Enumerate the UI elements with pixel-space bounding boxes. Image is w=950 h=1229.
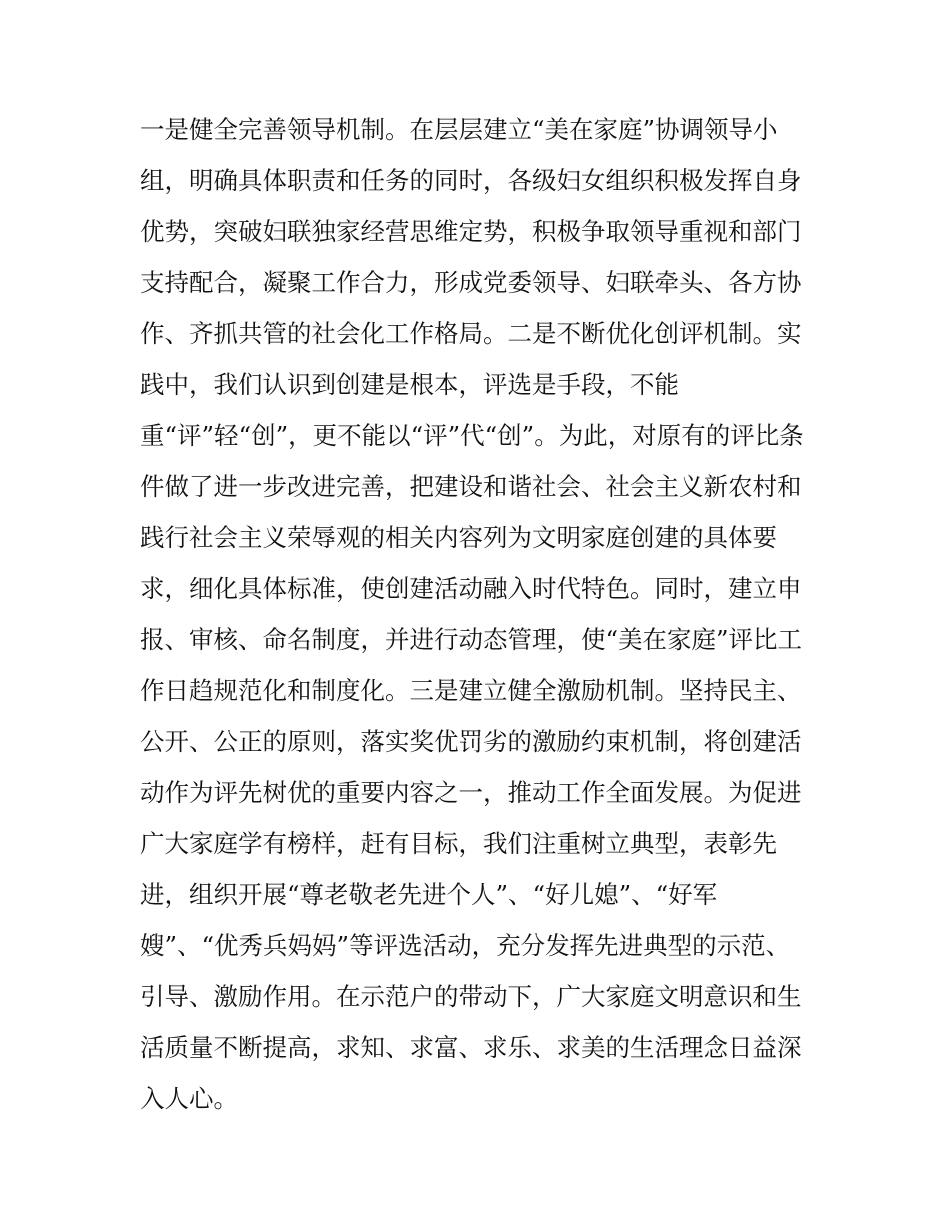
text-line: 嫂”、“优秀兵妈妈”等评选活动，充分发挥先进典型的示范、 xyxy=(140,931,791,960)
text-line: 广大家庭学有榜样，赶有目标，我们注重树立典型，表彰先 xyxy=(140,829,777,858)
text-line: 践行社会主义荣辱观的相关内容列为文明家庭创建的具体要 xyxy=(140,523,777,552)
text-line: 作、齐抓共管的社会化工作格局。二是不断优化创评机制。实 xyxy=(140,319,802,348)
text-line: 活质量不断提高，求知、求富、求乐、求美的生活理念日益深 xyxy=(140,1033,802,1062)
text-line: 引导、激励作用。在示范户的带动下，广大家庭文明意识和生 xyxy=(140,982,802,1011)
text-line: 动作为评先树优的重要内容之一，推动工作全面发展。为促进 xyxy=(140,778,802,807)
text-line: 践中，我们认识到创建是根本，评选是手段，不能 xyxy=(140,370,679,399)
text-line: 支持配合，凝聚工作合力，形成党委领导、妇联牵头、各方协 xyxy=(140,268,802,297)
body-paragraph xyxy=(140,104,830,1124)
text-line: 优势，突破妇联独家经营思维定势，积极争取领导重视和部门 xyxy=(140,217,802,246)
text-line: 求，细化具体标准，使创建活动融入时代特色。同时，建立申 xyxy=(140,574,802,603)
text-line: 作日趋规范化和制度化。三是建立健全激励机制。坚持民主、 xyxy=(140,676,802,705)
text-line: 进，组织开展“尊老敬老先进个人”、“好儿媳”、“好军 xyxy=(140,880,718,909)
text-line: 一是健全完善领导机制。在层层建立“美在家庭”协调领导小 xyxy=(140,115,778,144)
text-line: 公开、公正的原则，落实奖优罚劣的激励约束机制，将创建活 xyxy=(140,727,802,756)
text-line: 重“评”轻“创”，更不能以“评”代“创”。为此，对原有的评比条 xyxy=(140,421,804,450)
text-line: 报、审核、命名制度，并进行动态管理，使“美在家庭”评比工 xyxy=(140,625,803,654)
text-line: 组，明确具体职责和任务的同时，各级妇女组织积极发挥自身 xyxy=(140,166,802,195)
text-line: 入人心。 xyxy=(140,1084,238,1113)
text-line: 件做了进一步改进完善，把建设和谐社会、社会主义新农村和 xyxy=(140,472,802,501)
